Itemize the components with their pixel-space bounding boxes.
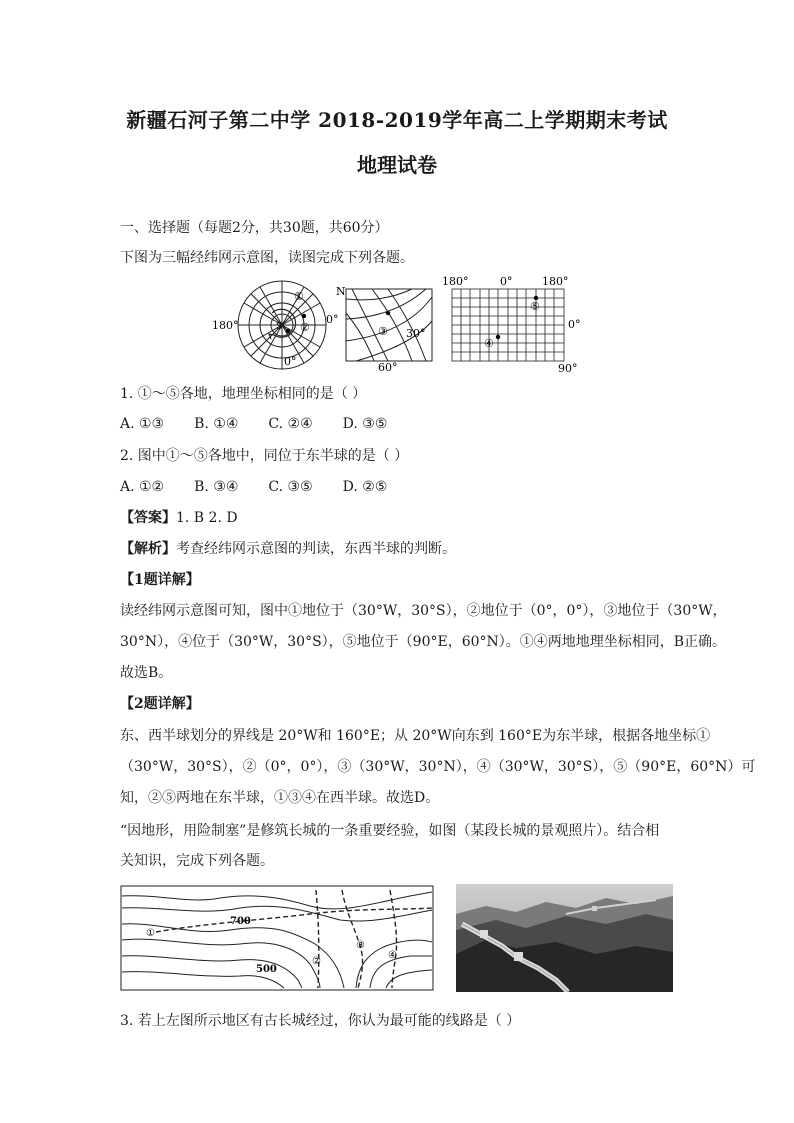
detail-2-line-2: （30°W，30°S），②（0°，0°），③（30°W，30°N），④（30°W，30°S），⑤（90°E，60°N）可 bbox=[120, 759, 756, 775]
point-3-dot bbox=[386, 311, 390, 315]
merc-label-bottom: 90° bbox=[558, 362, 578, 373]
contour-label-700: 700 bbox=[230, 916, 251, 927]
q2-option-d: D. ②⑤ bbox=[342, 479, 388, 495]
intro-text: 下图为三幅经纬网示意图，读图完成下列各题。 bbox=[120, 250, 414, 266]
question-3: 3. 若上左图所示地区有古长城经过，你认为最可能的线路是（ ） bbox=[120, 1013, 521, 1029]
merc-point-4: ④ bbox=[484, 337, 494, 350]
route-4-label: ④ bbox=[388, 950, 397, 961]
question-1: 1. ①～⑤各地，地理坐标相同的是（ ） bbox=[120, 386, 367, 402]
polar-label-left: 180° bbox=[212, 319, 239, 332]
merc-label-lat: 0° bbox=[568, 318, 581, 331]
q2-option-c: C. ③⑤ bbox=[268, 479, 313, 495]
section-heading: 一、选择题（每题2分，共30题，共60分） bbox=[120, 220, 389, 236]
q2-option-b: B. ③④ bbox=[194, 479, 239, 495]
point-4-dot bbox=[496, 335, 500, 339]
q1-option-c: C. ②④ bbox=[268, 416, 313, 432]
polar-point-2: ② bbox=[300, 321, 310, 334]
point-2-dot bbox=[286, 329, 290, 333]
answer-label: 【答案】 bbox=[120, 510, 176, 526]
analysis-text: 考查经纬网示意图的判读，东西半球的判断。 bbox=[176, 541, 456, 557]
route-2-label: ② bbox=[312, 956, 321, 967]
answer-text: 1. B 2. D bbox=[176, 510, 238, 526]
merc-point-5: ⑤ bbox=[530, 300, 540, 313]
analysis-label: 【解析】 bbox=[120, 541, 176, 557]
detail-2-label: 【2题详解】 bbox=[120, 696, 200, 712]
exam-subject: 地理试卷 bbox=[357, 153, 437, 177]
question-1-options bbox=[120, 414, 680, 434]
question-2-options bbox=[120, 477, 680, 497]
passage-line-1: “因地形，用险制塞”是修筑长城的一条重要经验，如图（某段长城的景观照片）。结合相 bbox=[120, 823, 660, 839]
merc-label-lon-right: 180° bbox=[542, 275, 569, 288]
polar-point-1: ① bbox=[294, 290, 304, 303]
grid-label-lat: 30° bbox=[406, 327, 426, 340]
sector-graticule bbox=[346, 289, 432, 361]
detail-1-label: 【1题详解】 bbox=[120, 572, 200, 588]
q1-option-d: D. ③⑤ bbox=[342, 416, 388, 432]
graticule-figures bbox=[212, 273, 582, 373]
detail-2-line-1: 东、西半球划分的界线是 20°W和 160°E；从 20°W向东到 160°E为东半球，根据各地坐标① bbox=[120, 728, 711, 744]
q2-option-a: A. ①② bbox=[120, 479, 165, 495]
passage-line-2: 关知识，完成下列各题。 bbox=[120, 853, 274, 869]
contour-map-svg bbox=[120, 884, 436, 992]
q1-option-a: A. ①③ bbox=[120, 416, 165, 432]
merc-label-lon-left: 180° bbox=[442, 275, 469, 288]
detail-1-line-3: 故选B。 bbox=[120, 665, 173, 681]
mercator-graticule bbox=[452, 289, 564, 361]
detail-2-line-3: 知，②⑤两地在东半球，①③④在西半球。故选D。 bbox=[120, 790, 440, 806]
polar-label-bottom: 0° bbox=[284, 355, 297, 368]
great-wall-photo bbox=[456, 884, 673, 992]
grid-point-3: ③ bbox=[378, 325, 388, 338]
q1-option-b: B. ①④ bbox=[194, 416, 239, 432]
point-1-dot bbox=[302, 314, 306, 318]
great-wall-photo-svg bbox=[456, 884, 673, 992]
route-3-label: ③ bbox=[356, 940, 365, 951]
contour-map bbox=[120, 884, 436, 992]
polar-label-pole: S bbox=[276, 322, 283, 332]
grid-label-north: N bbox=[336, 285, 346, 298]
question-2: 2. 图中①～⑤各地中，同位于东半球的是（ ） bbox=[120, 448, 409, 464]
merc-label-lon-mid: 0° bbox=[500, 275, 513, 288]
route-1-label: ① bbox=[146, 928, 155, 939]
graticule-figures-svg bbox=[212, 273, 582, 373]
grid-label-lon: 60° bbox=[378, 361, 398, 373]
exam-title: 新疆石河子第二中学 2018-2019学年高二上学期期末考试 bbox=[126, 108, 668, 132]
answer-line bbox=[120, 508, 680, 528]
analysis-line bbox=[120, 539, 680, 559]
detail-1-line-2: 30°N），④位于（30°W，30°S），⑤地位于（90°E，60°N）。①④两地地理坐标相同，B正确。 bbox=[120, 634, 727, 650]
contour-label-500: 500 bbox=[256, 964, 277, 975]
polar-label-right: 0° bbox=[326, 313, 339, 326]
detail-1-line-1: 读经纬网示意图可知，图中①地位于（30°W，30°S），②地位于（0°，0°），③地位于（30°W， bbox=[120, 603, 727, 619]
